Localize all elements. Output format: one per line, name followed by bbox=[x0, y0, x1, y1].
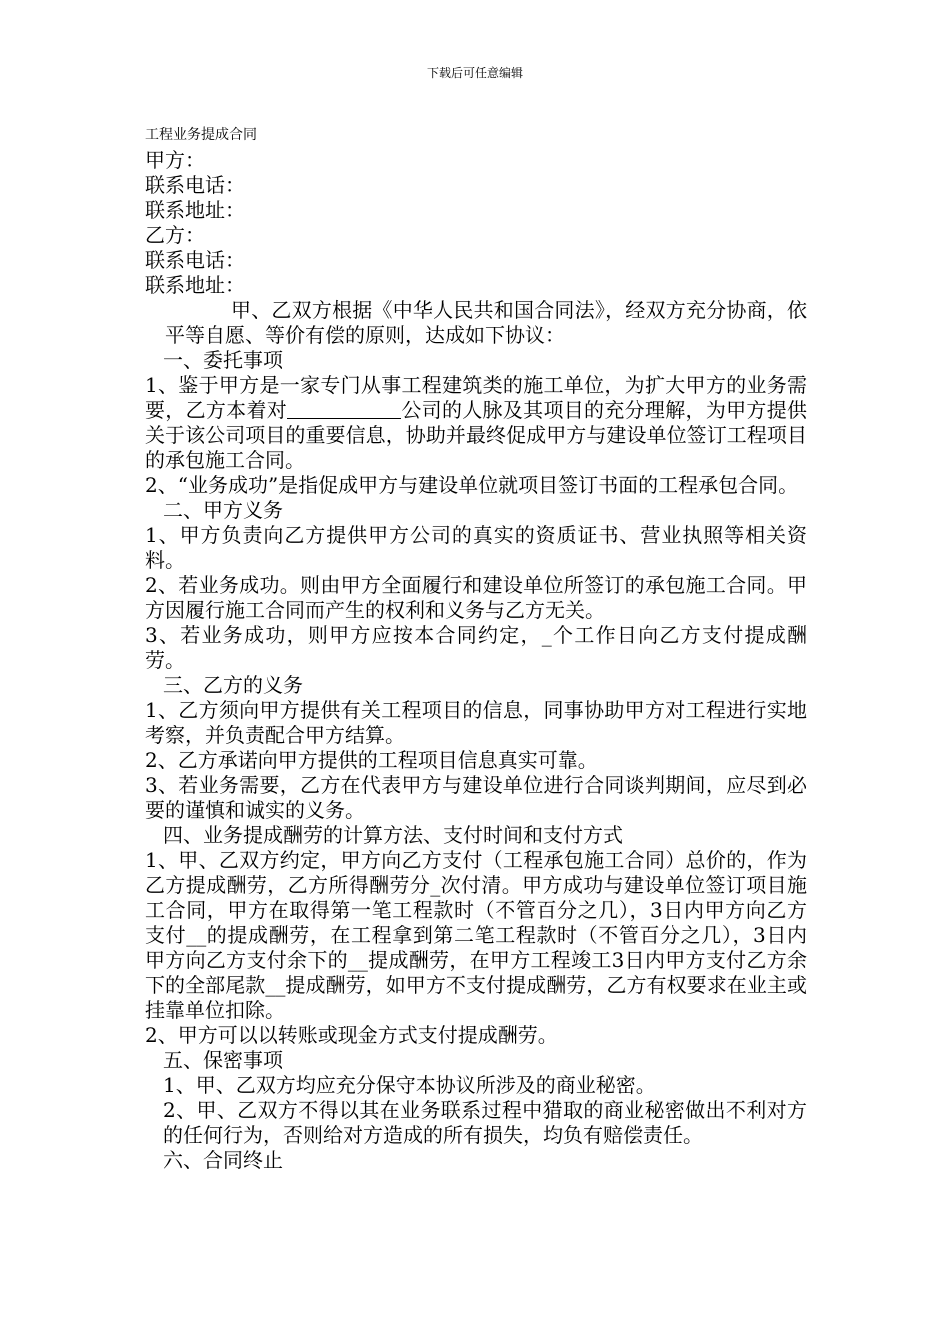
clause-paragraph: 2、若业务成功。则由甲方全面履行和建设单位所签订的承包施工合同。甲方因履行施工合同而产生的权利和义务与乙方无关。 bbox=[145, 573, 807, 622]
clause-paragraph: 2、乙方承诺向甲方提供的工程项目信息真实可靠。 bbox=[145, 748, 598, 772]
section-heading: 三、乙方的义务 bbox=[163, 673, 303, 697]
party-a-phone-label: 联系电话： bbox=[145, 173, 245, 197]
section-heading: 一、委托事项 bbox=[163, 348, 283, 372]
clause-paragraph: 3、若业务成功，则甲方应按本合同约定，_个工作日向乙方支付提成酬劳。 bbox=[145, 623, 807, 672]
section-heading: 四、业务提成酬劳的计算方法、支付时间和支付方式 bbox=[163, 823, 623, 847]
clause-text: 1、鉴于甲方是一家专门从事工程建筑类的施工单位，为扩大甲方的业务需要，乙方本着对 bbox=[145, 373, 807, 422]
clause-paragraph: 2、甲方可以以转账或现金方式支付提成酬劳。 bbox=[145, 1023, 558, 1047]
party-b-address-label: 联系地址： bbox=[145, 273, 245, 297]
document-title: 工程业务提成合同 bbox=[145, 127, 257, 143]
clause-paragraph: 2、甲、乙双方不得以其在业务联系过程中猎取的商业秘密做出不利对方的任何行为，否则给对方造成的所有损失，均负有赔偿责任。 bbox=[163, 1098, 807, 1147]
clause-paragraph: 2、“业务成功”是指促成甲方与建设单位就项目签订书面的工程承包合同。 bbox=[145, 473, 799, 497]
clause-text: 公司的人脉及其项目的充分理解，为甲方提供关于该公司项目的重要信息，协助并最终促成甲方与建设单位签订工程项目的承包施工合同。 bbox=[145, 398, 808, 472]
clause-paragraph bbox=[145, 373, 807, 473]
party-a-label: 甲方： bbox=[145, 148, 205, 172]
section-heading: 六、合同终止 bbox=[163, 1148, 283, 1172]
party-a-address-label: 联系地址： bbox=[145, 198, 245, 222]
clause-paragraph: 3、若业务需要，乙方在代表甲方与建设单位进行合同谈判期间，应尽到必要的谨慎和诚实的义务。 bbox=[145, 773, 807, 822]
clause-paragraph: 1、甲方负责向乙方提供甲方公司的真实的资质证书、营业执照等相关资料。 bbox=[145, 523, 807, 572]
page-header: 下载后可任意编辑 bbox=[426, 66, 523, 80]
clause-paragraph: 1、乙方须向甲方提供有关工程项目的信息，同事协助甲方对工程进行实地考察，并负责配合甲方结算。 bbox=[145, 698, 807, 747]
clause-paragraph: 1、甲、乙双方均应充分保守本协议所涉及的商业秘密。 bbox=[163, 1073, 656, 1097]
document-body bbox=[145, 126, 807, 1173]
clause-paragraph: 1、甲、乙双方约定，甲方向乙方支付（工程承包施工合同）总价的，作为乙方提成酬劳，乙方所得酬劳分_次付清。甲方成功与建设单位签订项目施工合同，甲方在取得第一笔工程款时（不管百分之几），3日内甲方向乙方支付__的提成酬劳，在工程拿到第二笔工程款时（不管百分之几），3日内甲方向乙方支付余下的__提成酬劳，在甲方工程竣工3日内甲方支付乙方余下的全部尾款__提成酬劳，如甲方不支付提成酬劳，乙方有权要求在业主或挂靠单位扣除。 bbox=[145, 848, 807, 1022]
party-b-phone-label: 联系电话： bbox=[145, 248, 245, 272]
party-b-label: 乙方： bbox=[145, 223, 205, 247]
fill-blank bbox=[287, 400, 401, 419]
section-heading: 五、保密事项 bbox=[163, 1048, 283, 1072]
intro-paragraph: 甲、乙双方根据《中华人民共和国合同法》，经双方充分协商，依平等自愿、等价有偿的原则，达成如下协议： bbox=[165, 298, 807, 347]
section-heading: 二、甲方义务 bbox=[163, 498, 283, 522]
